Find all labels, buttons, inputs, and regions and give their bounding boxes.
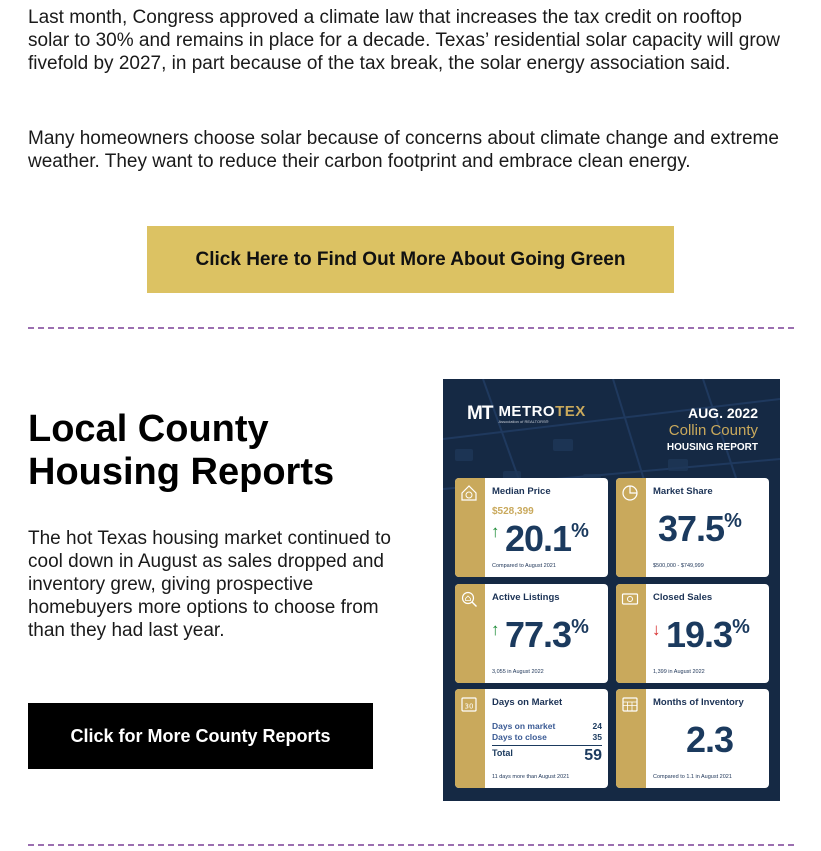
months-inventory-title: Months of Inventory xyxy=(653,697,744,708)
days-on-market-row: Days on market 24 xyxy=(492,721,602,731)
article-paragraph-1: Last month, Congress approved a climate law that increases the tax credit on rooftop solar to 30% and remains in place for a decade. Texas’ residential solar capacity will grow fivefold by 2027, in part because of the tax break, the solar energy association said. xyxy=(28,7,780,74)
house-dollar-icon xyxy=(460,484,478,502)
market-share-card xyxy=(616,478,769,577)
report-county: Collin County xyxy=(668,421,758,439)
active-listings-foot: 3,055 in August 2022 xyxy=(492,669,544,675)
days-total-label: Total xyxy=(492,748,513,758)
days-to-close-row: Days to close 35 xyxy=(492,732,602,742)
active-listings-change: 77.3% xyxy=(505,614,588,655)
logo-mark-text: MT xyxy=(467,403,493,424)
months-inventory-value: 2.3 xyxy=(686,719,734,760)
median-price-card xyxy=(455,478,608,577)
months-inventory-foot: Compared to 1.1 in August 2021 xyxy=(653,774,732,780)
closed-sales-change: 19.3% xyxy=(666,614,749,655)
metrotex-mark xyxy=(467,403,492,425)
closed-sales-title: Closed Sales xyxy=(653,592,713,603)
money-icon xyxy=(621,590,639,608)
section-title: Local County Housing Reports xyxy=(28,408,335,493)
median-price-title: Median Price xyxy=(492,486,551,497)
median-price-change: 20.1% xyxy=(505,518,588,559)
active-listings-title: Active Listings xyxy=(492,592,560,603)
median-price-foot: Compared to August 2021 xyxy=(492,563,556,569)
closed-sales-card xyxy=(616,584,769,683)
report-header xyxy=(667,405,758,454)
calendar-grid-icon xyxy=(621,695,639,713)
total-divider xyxy=(492,745,602,746)
days-on-market-title: Days on Market xyxy=(492,697,563,708)
days-on-market-foot: 11 days more than August 2021 xyxy=(492,774,570,780)
going-green-button[interactable]: Click Here to Find Out More About Going Green xyxy=(147,226,674,293)
county-reports-button[interactable]: Click for More County Reports xyxy=(28,703,373,769)
report-label: HOUSING REPORT xyxy=(666,441,758,453)
section-body: The hot Texas housing market continued to cool down in August as sales dropped and inventory grew, giving prospective homebuyers more options to choose from than they had last year. xyxy=(28,528,391,641)
housing-report-image[interactable] xyxy=(443,379,780,801)
median-price-value: $528,399 xyxy=(492,506,534,517)
days-on-market-card xyxy=(455,689,608,788)
active-listings-card xyxy=(455,584,608,683)
pie-chart-icon xyxy=(621,484,639,502)
logo-subtitle: Association of REALTORS® xyxy=(498,419,549,424)
months-inventory-card xyxy=(616,689,769,788)
section-divider xyxy=(28,844,794,846)
market-share-title: Market Share xyxy=(653,486,713,497)
magnifier-house-icon xyxy=(460,590,478,608)
calendar-30-icon xyxy=(460,695,478,713)
market-share-foot: $500,000 - $749,999 xyxy=(653,563,704,569)
metrotex-logo xyxy=(467,403,586,425)
arrow-up-icon: ↑ xyxy=(491,522,500,541)
closed-sales-foot: 1,399 in August 2022 xyxy=(653,669,705,675)
arrow-down-icon: ↓ xyxy=(652,620,661,639)
article-paragraph-2: Many homeowners choose solar because of concerns about climate change and extreme weather. They want to reduce their carbon footprint and embrace clean energy. xyxy=(28,128,779,172)
market-share-value: 37.5% xyxy=(658,508,741,549)
section-divider xyxy=(28,327,794,329)
days-total-value: 59 xyxy=(584,747,602,764)
logo-name: METROTEX xyxy=(498,403,586,420)
report-date: AUG. 2022 xyxy=(687,405,758,421)
arrow-up-icon: ↑ xyxy=(491,620,500,639)
svg-text:30: 30 xyxy=(464,702,474,711)
